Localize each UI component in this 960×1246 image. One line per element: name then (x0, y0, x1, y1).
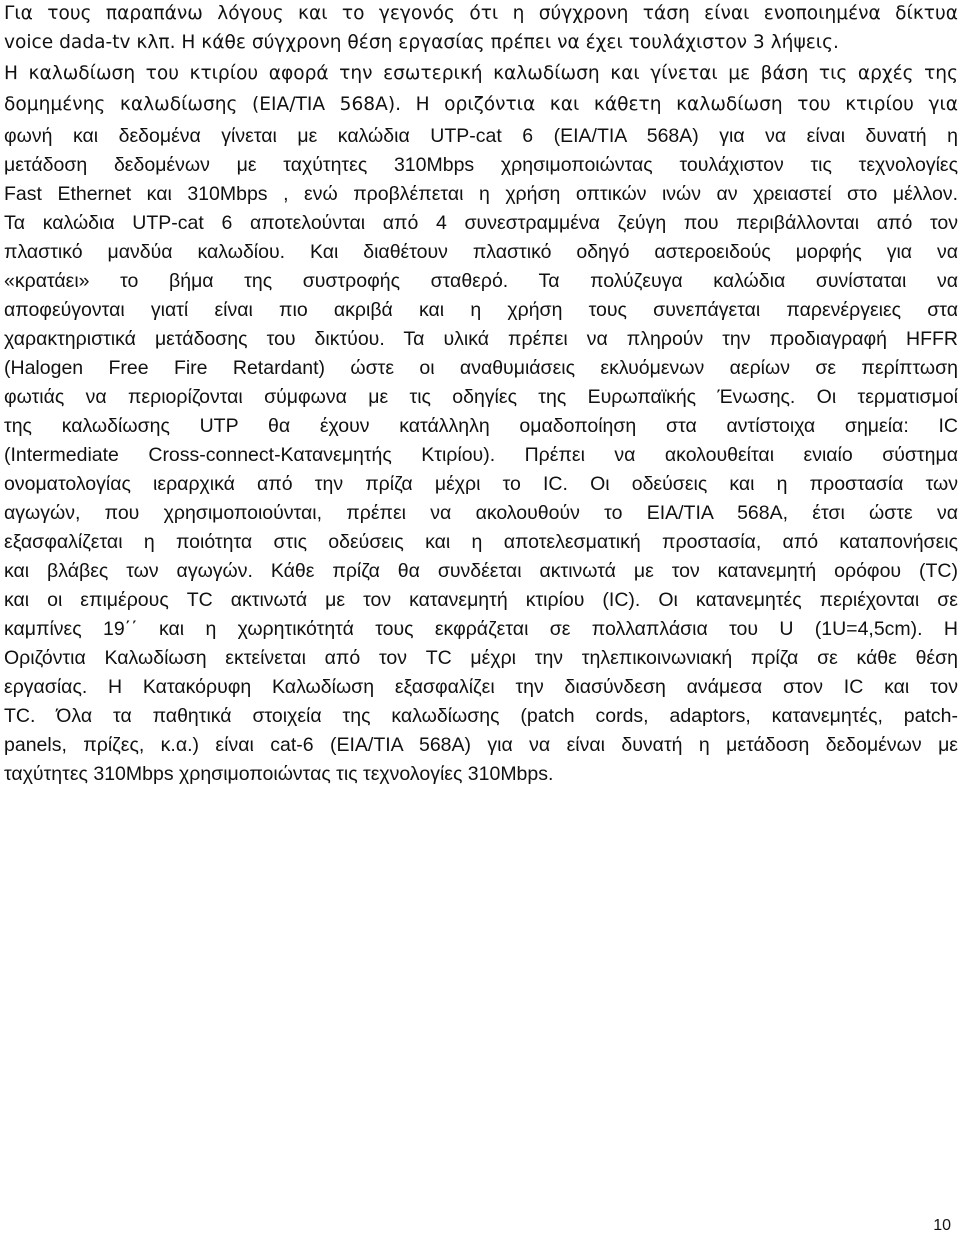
page-number: 10 (933, 1217, 951, 1234)
text-line: Οριζόντια Καλωδίωση εκτείνεται από τον TC μέχρι την τηλεπικοινωνιακή πρίζα σε κάθε θέση (4, 647, 958, 669)
text-line: (Intermediate Cross-connect-Κατανεμητής Κτιρίου). Πρέπει να ακολουθείται ενιαίο σύστημα (4, 444, 958, 466)
text-line: και βλάβες των αγωγών. Κάθε πρίζα θα συνδέεται ακτινωτά με τον κατανεμητή ορόφου (TC) (4, 560, 958, 582)
text-line: «κρατάει» το βήμα της συστροφής σταθερό. Τα πολύζευγα καλώδια συνίσταται να (4, 270, 958, 292)
text-line: voice dada-tv κλπ. Η κάθε σύγχρονη θέση εργασίας πρέπει να έχει τουλάχιστον 3 λήψεις. (4, 32, 839, 53)
text-line: panels, πρίζες, κ.α.) είναι cat-6 (EIA/TIA 568A) για να είναι δυνατή η μετάδοση δεδομένων με (4, 734, 958, 756)
text-line: αγωγών, που χρησιμοποιούνται, πρέπει να ακολουθούν το EIA/TIA 568A, έτσι ώστε να (4, 502, 958, 524)
text-line: χαρακτηριστικά μετάδοσης του δικτύου. Τα υλικά πρέπει να πληρούν την προδιαγραφή HFFR (4, 328, 958, 350)
text-line: της καλωδίωσης UTP θα έχουν κατάλληλη ομαδοποίηση στα αντίστοιχα σημεία: IC (4, 415, 958, 437)
text-line: και οι επιμέρους TC ακτινωτά με τον κατανεμητή κτιρίου (IC). Οι κατανεμητές περιέχονται σε (4, 589, 958, 611)
text-line: αποφεύγονται γιατί είναι πιο ακριβά και η χρήση τους συνεπάγεται παρενέργειες στα (4, 299, 958, 321)
text-line: ονοματολογίας ιεραρχικά από την πρίζα μέχρι το IC. Οι οδεύσεις και η προστασία των (4, 473, 958, 495)
text-line: ταχύτητες 310Mbps χρησιμοποιώντας τις τεχνολογίες 310Mbps. (4, 763, 554, 785)
text-line: φωνή και δεδομένα γίνεται με καλώδια UTP-cat 6 (EIA/TIA 568A) για να είναι δυνατή η (4, 125, 958, 147)
text-line: Για τους παραπάνω λόγους και το γεγονός ότι η σύγχρονη τάση είναι ενοποιημένα δίκτυα (4, 3, 958, 24)
text-line: Fast Ethernet και 310Mbps , ενώ προβλέπεται η χρήση οπτικών ινών αν χρειαστεί στο μέλλον. (4, 183, 958, 205)
text-line: εξασφαλίζεται η ποιότητα στις οδεύσεις και η αποτελεσματική προστασία, από καταπονήσεις (4, 531, 958, 553)
text-line: εργασίας. Η Κατακόρυφη Καλωδίωση εξασφαλίζει την διασύνδεση ανάμεσα στον IC και τον (4, 676, 958, 698)
text-line: δομημένης καλωδίωσης (EIA/TIA 568A). Η οριζόντια και κάθετη καλωδίωση του κτιρίου για (4, 94, 958, 115)
document-page (4, 0, 960, 1246)
text-line: πλαστικό μανδύα καλωδίου. Και διαθέτουν πλαστικό οδηγό αστεροειδούς μορφής για να (4, 241, 958, 263)
text-line: TC. Όλα τα παθητικά στοιχεία της καλωδίωσης (patch cords, adaptors, κατανεμητές, patch- (4, 705, 958, 727)
text-line: Τα καλώδια UTP-cat 6 αποτελούνται από 4 συνεστραμμένα ζεύγη που περιβάλλονται από τον (4, 212, 958, 234)
text-line: καμπίνες 19΄΄ και η χωρητικότητά τους εκφράζεται σε πολλαπλάσια του U (1U=4,5cm). Η (4, 618, 958, 640)
text-line: Η καλωδίωση του κτιρίου αφορά την εσωτερική καλωδίωση και γίνεται με βάση τις αρχές της (4, 63, 958, 84)
text-line: μετάδοση δεδομένων με ταχύτητες 310Mbps χρησιμοποιώντας τουλάχιστον τις τεχνολογίες (4, 154, 958, 176)
text-line: φωτιάς να περιορίζονται σύμφωνα με τις οδηγίες της Ευρωπαϊκής Ένωσης. Οι τερματισμοί (4, 386, 958, 408)
text-line: (Halogen Free Fire Retardant) ώστε οι αναθυμιάσεις εκλυόμενων αερίων σε περίπτωση (4, 357, 958, 379)
